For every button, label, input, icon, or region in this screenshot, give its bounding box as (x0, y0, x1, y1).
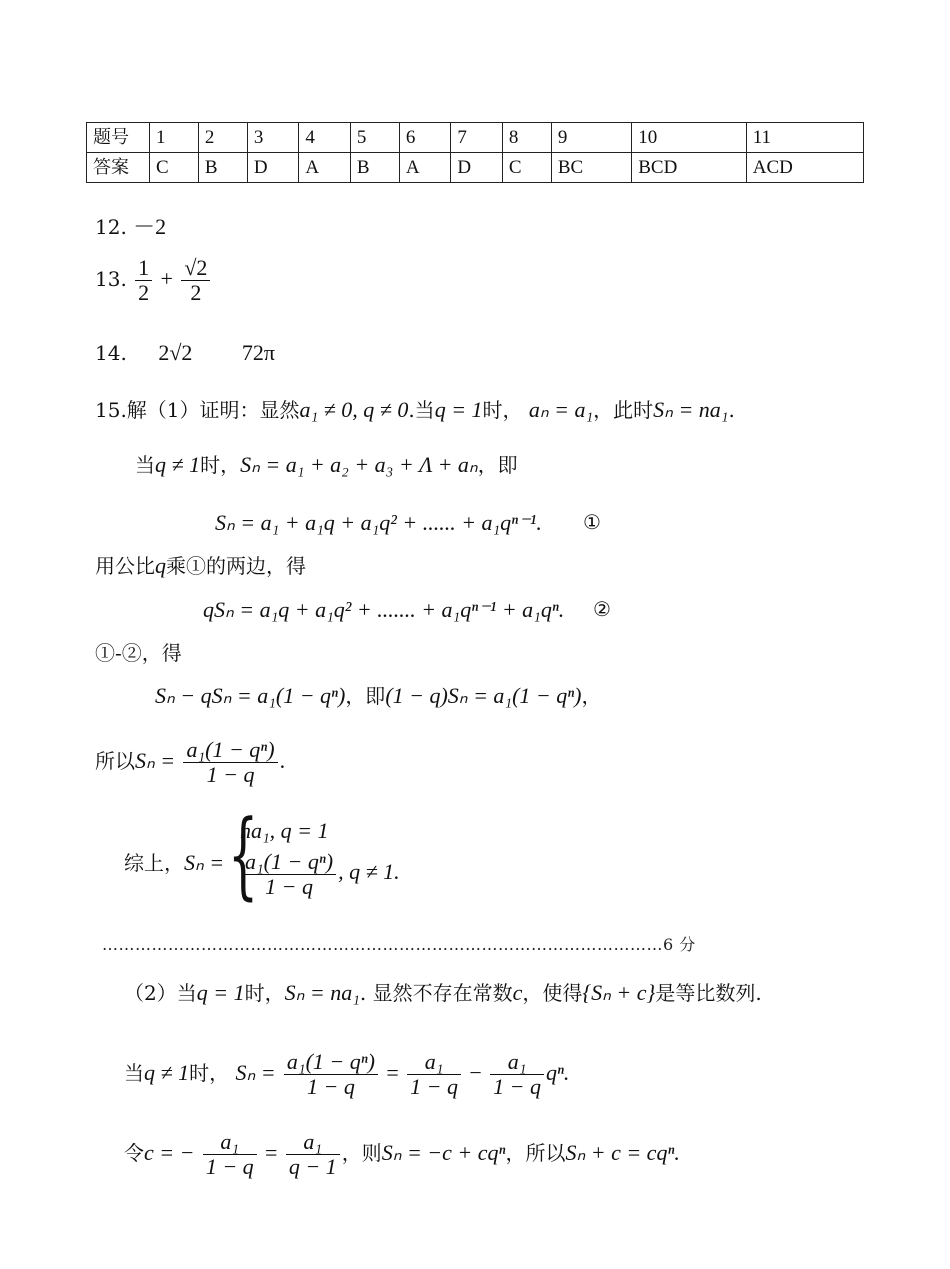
table-cell: 8 (502, 123, 551, 153)
q15-mult-line (95, 553, 306, 579)
q15-p4-f1-den: 1 − q (205, 1154, 254, 1179)
q15-p3-f2-den: 1 − q (410, 1074, 458, 1099)
q13-number: 13. (95, 267, 127, 291)
q15-p4-b: ，则 (341, 1141, 382, 1165)
q13-half (135, 256, 152, 305)
q15-sn-eq: Sₙ = (135, 748, 176, 773)
q15-p2-d: ，使得 (522, 981, 583, 1005)
table-cell: 3 (247, 123, 299, 153)
table-cell: 11 (746, 123, 863, 153)
q15-p3-f3-den: 1 − q (493, 1074, 541, 1099)
table-cell: 1 (150, 123, 199, 153)
q15-p4-a: 令 (124, 1141, 144, 1165)
table-cell: ACD (746, 153, 863, 183)
table-cell: 4 (299, 123, 351, 153)
q15-p3-f2-num: a₁ (407, 1050, 461, 1075)
q15-p3-eq: = (386, 1060, 399, 1085)
q15-p3-frac1 (284, 1050, 378, 1099)
q15-intro (95, 397, 735, 423)
q15-case-b-den: 1 − q (265, 874, 313, 899)
q15-frac-den: 1 − q (206, 762, 255, 787)
q15-suoyi-line (95, 738, 285, 787)
q15-zongshang (124, 850, 224, 876)
q15-p3 (124, 1050, 569, 1099)
table-cell: C (502, 153, 551, 183)
q15-p4-eq: = (265, 1140, 278, 1165)
q14-number: 14. (95, 341, 127, 365)
q12-line (95, 214, 166, 240)
q15-p2 (124, 980, 762, 1006)
q14-line (95, 340, 275, 366)
q14-answer-2: 72π (241, 340, 275, 365)
table-cell: 10 (632, 123, 747, 153)
q15-p3-tail: qⁿ. (546, 1060, 570, 1085)
q15-p4-f2-num: a₁ (286, 1130, 340, 1155)
q15-p4-c: c = − (144, 1140, 195, 1165)
q12-number: 12. (95, 215, 127, 239)
q15-p2-sn: Sₙ = na₁ (284, 980, 360, 1005)
left-brace-icon: { (228, 800, 259, 910)
q15-suoyi-period: . (279, 748, 286, 773)
q15-suoyi: 所以 (95, 749, 135, 773)
q15-intro-math: a₁ ≠ 0, q ≠ 0 (299, 397, 409, 422)
q15-p3-frac2 (407, 1050, 461, 1099)
q15-p2-b: 时， (244, 981, 285, 1005)
q14-answer-1: 2√2 (158, 340, 193, 365)
table-cell: BC (551, 153, 631, 183)
table-cell: 9 (551, 123, 631, 153)
q15-p3-b: 时， (189, 1061, 230, 1085)
q15-eq3-mid: ，即 (345, 684, 386, 708)
q15-case-b (240, 850, 400, 899)
q15-intro-text: 15.解（1）证明：显然 (95, 398, 300, 422)
q15-p4-f2-den: q − 1 (288, 1154, 337, 1179)
table-cell: B (350, 153, 399, 183)
table-cell: 5 (350, 123, 399, 153)
q15-p2-set: {Sₙ + c} (582, 980, 656, 1005)
q15-sub-text: ①-②，得 (95, 641, 182, 665)
q15-line2-b: 时， (200, 453, 241, 477)
q15-frac-num: a₁(1 − qⁿ) (183, 738, 277, 763)
q13-line (95, 256, 212, 305)
q13-half-den: 2 (138, 280, 150, 305)
q15-mult-q: q (155, 553, 166, 578)
score-line: …………………………………………………………………………………………6 分 (102, 935, 696, 954)
q15-case-b-tail: , q ≠ 1. (338, 859, 400, 884)
q15-p3-minus: − (469, 1060, 482, 1085)
q15-case1: q = 1 (434, 397, 483, 422)
q15-eq3b: (1 − q)Sₙ = a₁(1 − qⁿ) (385, 683, 582, 708)
table-cell: 2 (198, 123, 247, 153)
q15-p3-frac3 (490, 1050, 544, 1099)
q15-p4-end: Sₙ + c = cqⁿ. (565, 1140, 680, 1165)
q15-case-a: na₁, q = 1 (240, 818, 329, 843)
q15-line2-sum: Sₙ = a₁ + a₂ + a₃ + Λ + aₙ (240, 452, 478, 477)
header-label: 题号 (87, 123, 150, 153)
answer-table (86, 122, 864, 183)
circle-one-mark: ① (583, 510, 601, 534)
q15-p2-c: . 显然不存在常数 (359, 981, 513, 1005)
answer-label: 答案 (87, 153, 150, 183)
q15-line2 (135, 452, 518, 478)
q15-line2-q: q ≠ 1 (155, 452, 201, 477)
q15-zongshang-text: 综上， (124, 851, 184, 875)
q15-eq3-end: ， (581, 684, 602, 708)
q15-p4-sn: Sₙ = −c + cqⁿ (381, 1140, 506, 1165)
table-cell: D (451, 153, 503, 183)
q15-p4-frac1 (203, 1130, 257, 1179)
q12-answer: －2 (133, 214, 167, 239)
q15-sn-na1: Sₙ = na₁ (653, 397, 729, 422)
q13-sqrt: √2 (181, 256, 210, 281)
q15-p3-f1-den: 1 − q (307, 1074, 355, 1099)
q15-eq2: qSₙ = a₁q + a₁q² + ....... + a₁qⁿ⁻¹ + a₁qⁿ. (203, 597, 565, 622)
q13-plus: + (160, 266, 173, 291)
q15-p2-a: （2）当 (124, 981, 197, 1005)
q15-cishi: ，此时 (593, 398, 654, 422)
q13-half-num: 1 (135, 256, 152, 281)
q15-p3-f1-num: a₁(1 − qⁿ) (284, 1050, 378, 1075)
q15-line2-a: 当 (135, 453, 155, 477)
q15-p2-q: q = 1 (196, 980, 245, 1005)
table-row (87, 153, 864, 183)
q15-case-b-fraction (242, 850, 336, 899)
q15-p3-sn: Sₙ = (235, 1060, 276, 1085)
q15-line2-c: ，即 (477, 453, 518, 477)
q15-case-b-num: a₁(1 − qⁿ) (242, 850, 336, 875)
q15-case1-text: 时， (482, 398, 523, 422)
q15-p3-f3-num: a₁ (490, 1050, 544, 1075)
table-row (87, 123, 864, 153)
q15-eq3 (155, 683, 602, 709)
table-cell: 6 (399, 123, 451, 153)
circle-two-mark: ② (593, 597, 611, 621)
q15-p3-a: 当 (124, 1061, 144, 1085)
q15-p4-f1-num: a₁ (203, 1130, 257, 1155)
q15-intro-dot: .当 (408, 398, 435, 422)
q15-p4-d: ，所以 (505, 1141, 566, 1165)
q15-p3-q: q ≠ 1 (144, 1060, 190, 1085)
q13-den: 2 (190, 280, 202, 305)
q15-zongshang-sn: Sₙ = (184, 850, 225, 875)
q15-mult-b: 乘①的两边，得 (166, 554, 306, 578)
q15-mult-a: 用公比 (95, 554, 155, 578)
q15-eq1: Sₙ = a₁ + a₁q + a₁q² + ...... + a₁qⁿ⁻¹. (215, 510, 542, 535)
q15-p4-frac2 (286, 1130, 340, 1179)
q15-eq3a: Sₙ − qSₙ = a₁(1 − qⁿ) (155, 683, 346, 708)
q15-p2-const: c (512, 980, 523, 1005)
table-cell: D (247, 153, 299, 183)
q15-p2-e: 是等比数列. (655, 981, 762, 1005)
table-cell: A (399, 153, 451, 183)
q15-p4 (124, 1130, 680, 1179)
table-cell: A (299, 153, 351, 183)
table-cell: 7 (451, 123, 503, 153)
table-cell: BCD (632, 153, 747, 183)
q15-period: . (728, 398, 735, 422)
q15-sum-fraction (183, 738, 277, 787)
q15-an: aₙ = a₁ (528, 397, 594, 422)
q13-sqrt-frac (181, 256, 210, 305)
table-cell: C (150, 153, 199, 183)
table-cell: B (198, 153, 247, 183)
